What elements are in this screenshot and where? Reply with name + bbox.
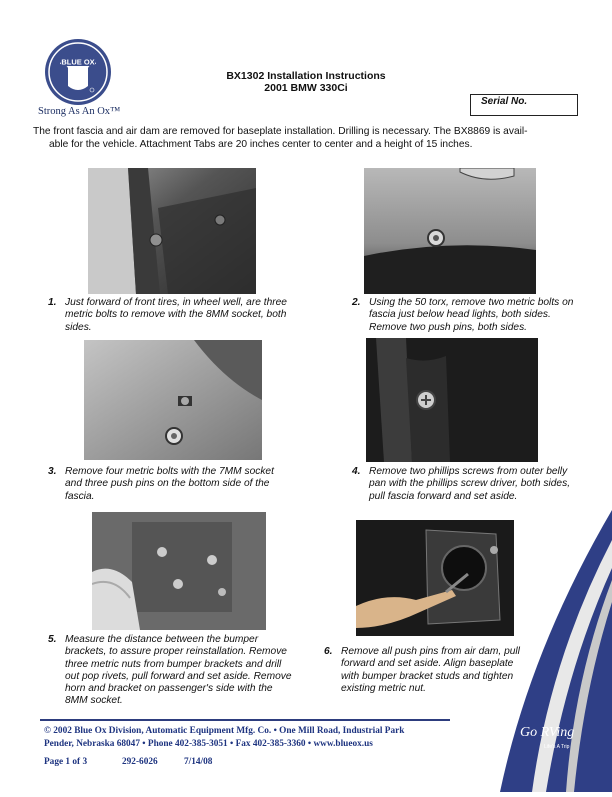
photo-step-1-wheel-well bbox=[88, 168, 256, 294]
step-1-text: Just forward of front tires, in wheel well, are three metric bolts to remove with the 8MM socket, both sides. bbox=[65, 297, 287, 333]
footer-divider bbox=[40, 719, 450, 721]
step-1 bbox=[48, 297, 294, 334]
step-5-text: Measure the distance between the bumper brackets, to assure proper reinstallation. Remove three metric nuts from bumper brackets and drill out pop rivets, pull forward and set aside. Remove horn and bracket on passenger's side with the 8MM socket. bbox=[65, 634, 292, 707]
step-3-text: Remove four metric bolts with the 7MM socket and three push pins on the bottom side of the fascia. bbox=[65, 466, 274, 502]
photo-step-3-fascia-bottom bbox=[84, 340, 262, 460]
footer-contact-line: Pender, Nebraska 68047 • Phone 402-385-3051 • Fax 402-385-3360 • www.blueox.us bbox=[44, 739, 373, 749]
intro-line-2: able for the vehicle. Attachment Tabs are 20 inches center to center and a height of 15 inches. bbox=[49, 138, 473, 150]
footer-part-number: 292-6026 bbox=[122, 757, 158, 767]
step-6-number: 6. bbox=[324, 646, 333, 657]
logo-text: BLUE OX bbox=[61, 57, 95, 67]
serial-number-box bbox=[470, 94, 578, 116]
document-title bbox=[0, 70, 612, 94]
go-rving-text: Go RVing bbox=[520, 725, 575, 740]
title-line-1: BX1302 Installation Instructions bbox=[226, 70, 386, 82]
footer-page-number: Page 1 of 3 bbox=[44, 757, 88, 767]
title-line-2: 2001 BMW 330Ci bbox=[264, 82, 348, 94]
step-6-text: Remove all push pins from air dam, pull forward and set aside. Align baseplate with bumper bracket studs and tighten existing metric nut. bbox=[341, 646, 520, 694]
step-2 bbox=[352, 297, 584, 334]
intro-line-1: The front fascia and air dam are removed for baseplate installation. Drilling is necessary. The BX8869 is avail- bbox=[33, 126, 528, 137]
step-5-number: 5. bbox=[48, 634, 57, 645]
step-6 bbox=[324, 646, 522, 695]
tagline: Strong As An Ox™ bbox=[38, 106, 121, 117]
step-3-number: 3. bbox=[48, 466, 57, 477]
footer-copyright-line: © 2002 Blue Ox Division, Automatic Equipment Mfg. Co. • One Mill Road, Industrial Park bbox=[44, 726, 405, 736]
step-2-number: 2. bbox=[352, 297, 361, 308]
step-5 bbox=[48, 634, 296, 708]
photo-step-6-air-dam bbox=[356, 520, 514, 636]
photo-step-4-belly-pan bbox=[366, 338, 538, 462]
step-2-text: Using the 50 torx, remove two metric bolts on fascia just below head lights, both sides. Remove two push pins, both sides. bbox=[369, 297, 574, 333]
footer-date: 7/14/08 bbox=[184, 757, 213, 767]
step-4 bbox=[352, 466, 574, 503]
step-1-number: 1. bbox=[48, 297, 57, 308]
step-3 bbox=[48, 466, 280, 503]
photo-step-2-fascia bbox=[364, 168, 536, 294]
go-rving-subtext: Life's A Trip bbox=[544, 744, 570, 750]
serial-label: Serial No. bbox=[481, 96, 528, 107]
intro-paragraph bbox=[33, 126, 581, 151]
step-4-number: 4. bbox=[352, 466, 361, 477]
photo-step-5-bumper-brackets bbox=[92, 512, 266, 630]
step-4-text: Remove two phillips screws from outer belly pan with the phillips screw driver, both sides, pull fascia forward and set aside. bbox=[369, 466, 571, 502]
